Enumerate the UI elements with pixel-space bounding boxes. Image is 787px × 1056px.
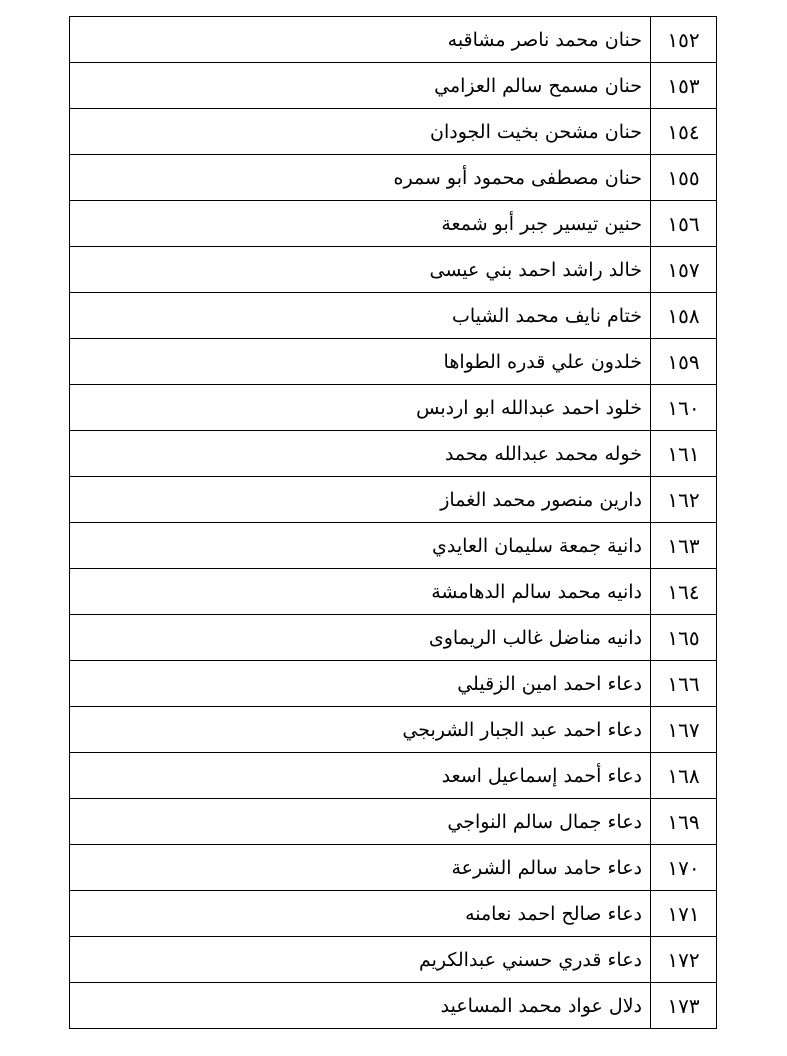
table-row	[70, 247, 717, 293]
table-row	[70, 523, 717, 569]
row-number: ١٦٩	[651, 799, 717, 845]
table-body	[70, 17, 717, 1029]
row-name: حنان مشحن بخيت الجودان	[70, 109, 651, 155]
table-row	[70, 155, 717, 201]
row-name: حنان مصطفى محمود أبو سمره	[70, 155, 651, 201]
table-row	[70, 201, 717, 247]
row-number: ١٦٥	[651, 615, 717, 661]
row-number: ١٦٢	[651, 477, 717, 523]
row-name: خالد راشد احمد بني عيسى	[70, 247, 651, 293]
row-number: ١٥٩	[651, 339, 717, 385]
row-name: خلدون علي قدره الطواها	[70, 339, 651, 385]
row-number: ١٦١	[651, 431, 717, 477]
row-number: ١٦٦	[651, 661, 717, 707]
row-number: ١٧٠	[651, 845, 717, 891]
row-number: ١٥٧	[651, 247, 717, 293]
row-name: خلود احمد عبدالله ابو اردبس	[70, 385, 651, 431]
table-row	[70, 937, 717, 983]
table-row	[70, 799, 717, 845]
row-number: ١٦٠	[651, 385, 717, 431]
row-number: ١٥٨	[651, 293, 717, 339]
row-name: خوله محمد عبدالله محمد	[70, 431, 651, 477]
table-row	[70, 569, 717, 615]
table-row	[70, 293, 717, 339]
row-name: دارين منصور محمد الغماز	[70, 477, 651, 523]
table-row	[70, 891, 717, 937]
row-name: دلال عواد محمد المساعيد	[70, 983, 651, 1029]
names-table	[69, 16, 717, 1029]
table-row	[70, 339, 717, 385]
row-name: دعاء جمال سالم النواجي	[70, 799, 651, 845]
row-number: ١٦٤	[651, 569, 717, 615]
row-number: ١٦٧	[651, 707, 717, 753]
row-number: ١٧٢	[651, 937, 717, 983]
row-name: حنين تيسير جبر أبو شمعة	[70, 201, 651, 247]
row-number: ١٦٨	[651, 753, 717, 799]
row-name: دعاء حامد سالم الشرعة	[70, 845, 651, 891]
row-number: ١٧٣	[651, 983, 717, 1029]
row-name: دعاء صالح احمد نعامنه	[70, 891, 651, 937]
table-row	[70, 431, 717, 477]
table-row	[70, 385, 717, 431]
row-name: دعاء احمد امين الزقيلي	[70, 661, 651, 707]
table-row	[70, 477, 717, 523]
table-row	[70, 661, 717, 707]
table-row	[70, 63, 717, 109]
table-row	[70, 17, 717, 63]
row-name: دانية جمعة سليمان العايدي	[70, 523, 651, 569]
row-name: دانيه محمد سالم الدهامشة	[70, 569, 651, 615]
table-row	[70, 983, 717, 1029]
row-number: ١٥٦	[651, 201, 717, 247]
table-row	[70, 615, 717, 661]
row-name: دعاء قدري حسني عبدالكريم	[70, 937, 651, 983]
row-number: ١٥٥	[651, 155, 717, 201]
row-number: ١٥٢	[651, 17, 717, 63]
row-number: ١٥٤	[651, 109, 717, 155]
row-name: دعاء احمد عبد الجبار الشربجي	[70, 707, 651, 753]
row-name: ختام نايف محمد الشياب	[70, 293, 651, 339]
table-row	[70, 707, 717, 753]
row-name: حنان محمد ناصر مشاقبه	[70, 17, 651, 63]
row-number: ١٦٣	[651, 523, 717, 569]
table-row	[70, 753, 717, 799]
row-name: دانيه مناضل غالب الريماوى	[70, 615, 651, 661]
row-name: حنان مسمح سالم العزامي	[70, 63, 651, 109]
row-name: دعاء أحمد إسماعيل اسعد	[70, 753, 651, 799]
table-row	[70, 109, 717, 155]
row-number: ١٧١	[651, 891, 717, 937]
row-number: ١٥٣	[651, 63, 717, 109]
table-row	[70, 845, 717, 891]
